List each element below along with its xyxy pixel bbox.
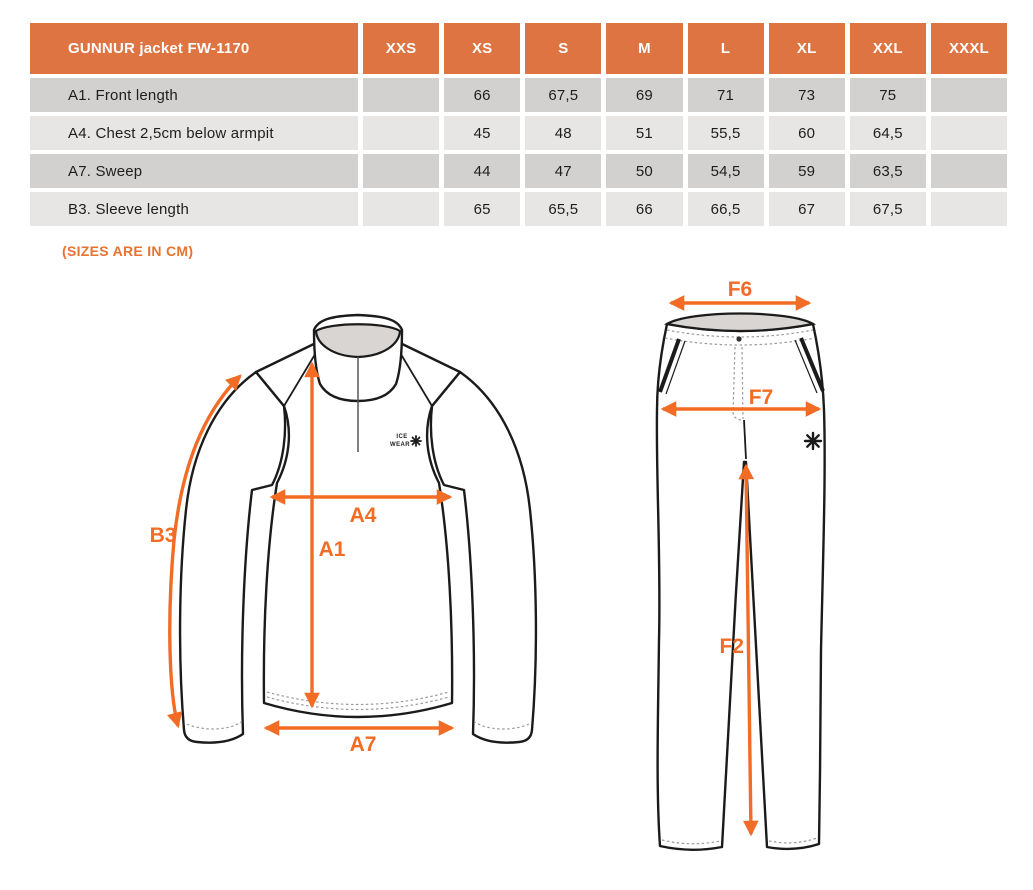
- size-value: [363, 78, 439, 112]
- size-value: [363, 192, 439, 226]
- size-value: 67,5: [850, 192, 926, 226]
- column-header-xl: XL: [769, 23, 845, 74]
- pants-snowflake-icon: [805, 433, 821, 449]
- size-value: 66: [606, 192, 682, 226]
- size-value: 64,5: [850, 116, 926, 150]
- size-value: 51: [606, 116, 682, 150]
- pants-waist-opening: [667, 314, 813, 332]
- column-header-l: L: [688, 23, 764, 74]
- size-value: 67: [769, 192, 845, 226]
- size-value: 73: [769, 78, 845, 112]
- pants-button: [736, 336, 741, 341]
- size-value: 60: [769, 116, 845, 150]
- a4-label: A4: [349, 504, 377, 527]
- table-product-header: GUNNUR jacket FW-1170: [30, 23, 358, 74]
- size-value: 66,5: [688, 192, 764, 226]
- size-value: 48: [525, 116, 601, 150]
- size-value: 55,5: [688, 116, 764, 150]
- column-header-xxs: XXS: [363, 23, 439, 74]
- size-value: [931, 154, 1007, 188]
- size-value: 45: [444, 116, 520, 150]
- a7-label: A7: [349, 733, 377, 756]
- size-value: 65,5: [525, 192, 601, 226]
- size-value: [931, 78, 1007, 112]
- icewear-logo-line1: ICE: [396, 434, 408, 440]
- b3-label: B3: [149, 524, 177, 547]
- size-value: [931, 192, 1007, 226]
- size-value: 50: [606, 154, 682, 188]
- size-value: 71: [688, 78, 764, 112]
- column-header-xs: XS: [444, 23, 520, 74]
- size-value: [363, 116, 439, 150]
- f6-label: F6: [727, 278, 753, 301]
- size-value: 59: [769, 154, 845, 188]
- column-header-m: M: [606, 23, 682, 74]
- f2-label: F2: [719, 635, 744, 658]
- icewear-snowflake-icon: [411, 436, 421, 446]
- size-value: 63,5: [850, 154, 926, 188]
- sizes-in-cm-note: (SIZES ARE IN CM): [62, 243, 194, 259]
- pants-body: [657, 324, 825, 850]
- f7-label: F7: [748, 386, 774, 409]
- size-value: 75: [850, 78, 926, 112]
- column-header-s: S: [525, 23, 601, 74]
- column-header-xxxl: XXXL: [931, 23, 1007, 74]
- row-label-sleeve-length: B3. Sleeve length: [30, 192, 358, 226]
- column-header-xxl: XXL: [850, 23, 926, 74]
- size-value: 54,5: [688, 154, 764, 188]
- jacket-drawing: [150, 315, 536, 756]
- pants-drawing: [657, 278, 825, 850]
- size-value: [931, 116, 1007, 150]
- row-label-chest: A4. Chest 2,5cm below armpit: [30, 116, 358, 150]
- size-value: 65: [444, 192, 520, 226]
- size-value: 69: [606, 78, 682, 112]
- garment-measurement-diagram: [0, 270, 1033, 890]
- row-label-front-length: A1. Front length: [30, 78, 358, 112]
- size-table: [30, 23, 1007, 226]
- size-value: [363, 154, 439, 188]
- size-value: 66: [444, 78, 520, 112]
- icewear-logo-line2: WEAR: [390, 442, 410, 448]
- row-label-sweep: A7. Sweep: [30, 154, 358, 188]
- size-value: 67,5: [525, 78, 601, 112]
- size-value: 47: [525, 154, 601, 188]
- size-value: 44: [444, 154, 520, 188]
- a1-label: A1: [318, 538, 346, 561]
